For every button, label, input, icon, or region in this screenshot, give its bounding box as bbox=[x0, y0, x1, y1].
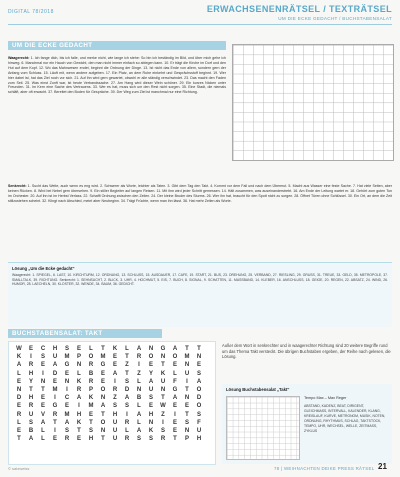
wordsearch-cell[interactable]: W bbox=[16, 346, 22, 353]
wordsearch-cell[interactable]: L bbox=[41, 427, 45, 434]
wordsearch-cell[interactable]: N bbox=[160, 354, 166, 361]
wordsearch-cell[interactable]: H bbox=[88, 436, 94, 443]
crossword-solution-box bbox=[8, 262, 392, 327]
wordsearch-cell[interactable]: R bbox=[16, 411, 22, 418]
crossword-clues-across bbox=[8, 56, 226, 178]
wordsearch-cell[interactable]: E bbox=[76, 436, 81, 443]
wordsearch-cell[interactable]: T bbox=[125, 354, 129, 361]
wordsearch-cell[interactable]: S bbox=[148, 436, 153, 443]
wordsearch-cell[interactable]: S bbox=[64, 427, 69, 434]
wordsearch-cell[interactable]: E bbox=[52, 378, 57, 385]
wordsearch-cell[interactable]: T bbox=[17, 436, 21, 443]
wordsearch-cell[interactable]: L bbox=[17, 370, 21, 377]
wordsearch-cell[interactable]: R bbox=[136, 354, 142, 361]
wordsearch-cell[interactable]: T bbox=[185, 346, 189, 353]
wordsearch-cell[interactable]: B bbox=[28, 427, 34, 434]
wordsearch-cell[interactable]: T bbox=[161, 362, 165, 369]
wordsearch-cell[interactable]: U bbox=[112, 419, 118, 426]
wordsearch-row bbox=[13, 370, 205, 378]
wordsearch-solution-box bbox=[222, 384, 392, 464]
wordsearch-cell[interactable]: K bbox=[160, 370, 166, 377]
wordsearch-cell[interactable]: A bbox=[16, 362, 22, 369]
wordsearch-cell[interactable]: M bbox=[88, 403, 94, 410]
wordsearch-grid[interactable] bbox=[8, 341, 216, 465]
wordsearch-cell[interactable]: R bbox=[124, 436, 130, 443]
wordsearch-row bbox=[13, 419, 205, 427]
wordsearch-cell[interactable]: S bbox=[184, 419, 189, 426]
wordsearch-cell[interactable]: A bbox=[40, 419, 46, 426]
page-number: 21 bbox=[378, 462, 387, 471]
wordsearch-cell[interactable]: S bbox=[88, 427, 93, 434]
wordsearch-cell[interactable]: T bbox=[29, 387, 33, 394]
wordsearch-cell[interactable]: P bbox=[76, 354, 81, 361]
wordsearch-cell[interactable]: I bbox=[66, 387, 68, 394]
wordsearch-cell[interactable]: I bbox=[138, 362, 140, 369]
wordsearch-cell[interactable]: U bbox=[52, 354, 58, 361]
wordsearch-cell[interactable]: Z bbox=[161, 411, 165, 418]
crossword-solution-title: Lösung „Um die Ecke gedacht“ bbox=[12, 266, 75, 271]
wordsearch-cell[interactable]: N bbox=[100, 395, 106, 402]
wordsearch-cell[interactable]: E bbox=[172, 427, 177, 434]
section-title-wordsearch: BUCHSTABENSALAT: TAKT bbox=[8, 329, 162, 338]
crossword-grid[interactable] bbox=[232, 44, 394, 161]
wordsearch-cell[interactable]: I bbox=[54, 395, 56, 402]
wordsearch-cell[interactable]: I bbox=[186, 378, 188, 385]
wordsearch-cell[interactable]: O bbox=[100, 419, 106, 426]
wordsearch-cell[interactable]: E bbox=[16, 427, 21, 434]
wordsearch-cell[interactable]: I bbox=[162, 419, 164, 426]
wordsearch-cell[interactable]: L bbox=[77, 370, 81, 377]
wordsearch-row bbox=[13, 427, 205, 435]
clues-down-label: Senkrecht: bbox=[8, 184, 27, 188]
wordsearch-cell[interactable]: S bbox=[124, 403, 129, 410]
wordsearch-cell[interactable]: N bbox=[184, 427, 190, 434]
wordsearch-cell[interactable]: P bbox=[88, 387, 93, 394]
wordsearch-cell[interactable]: C bbox=[64, 395, 70, 402]
wordsearch-cell[interactable]: B bbox=[88, 370, 94, 377]
wordsearch-cell[interactable]: U bbox=[28, 411, 34, 418]
wordsearch-cell[interactable]: R bbox=[64, 436, 70, 443]
wordsearch-cell[interactable]: H bbox=[76, 411, 82, 418]
wordsearch-cell[interactable]: T bbox=[41, 387, 45, 394]
wordsearch-cell[interactable]: L bbox=[41, 436, 45, 443]
wordsearch-cell[interactable]: U bbox=[160, 378, 166, 385]
wordsearch-cell[interactable]: K bbox=[112, 346, 118, 353]
wordsearch-cell[interactable]: E bbox=[196, 362, 201, 369]
wordsearch-cell[interactable]: I bbox=[54, 427, 56, 434]
wordsearch-cell[interactable]: T bbox=[101, 346, 105, 353]
wordsearch-cell[interactable]: U bbox=[112, 436, 118, 443]
wordsearch-cell[interactable]: E bbox=[172, 419, 177, 426]
wordsearch-cell[interactable]: E bbox=[172, 362, 177, 369]
wordsearch-cell[interactable]: F bbox=[197, 419, 201, 426]
wordsearch-cell[interactable]: N bbox=[196, 354, 202, 361]
wordsearch-cell[interactable]: D bbox=[196, 395, 202, 402]
wordsearch-row bbox=[13, 402, 205, 410]
wordsearch-cell[interactable]: R bbox=[88, 378, 94, 385]
wordsearch-cell[interactable]: L bbox=[173, 370, 177, 377]
wordsearch-cell[interactable]: N bbox=[100, 427, 106, 434]
wordsearch-row bbox=[13, 394, 205, 402]
wordsearch-cell[interactable]: S bbox=[124, 378, 129, 385]
wordsearch-row bbox=[13, 411, 205, 419]
wordsearch-cell[interactable]: O bbox=[100, 387, 106, 394]
wordsearch-cell[interactable]: A bbox=[64, 419, 70, 426]
wordsearch-cell[interactable]: B bbox=[136, 395, 142, 402]
wordsearch-cell[interactable]: A bbox=[112, 370, 118, 377]
wordsearch-cell[interactable]: S bbox=[112, 403, 117, 410]
wordsearch-cell[interactable]: L bbox=[17, 419, 21, 426]
wordsearch-cell[interactable]: K bbox=[76, 419, 82, 426]
wordsearch-cell[interactable]: U bbox=[148, 387, 154, 394]
wordsearch-cell[interactable]: K bbox=[148, 427, 154, 434]
wordsearch-cell[interactable]: M bbox=[100, 354, 106, 361]
wordsearch-cell[interactable]: N bbox=[148, 346, 154, 353]
wordsearch-cell[interactable]: S bbox=[196, 370, 201, 377]
wordsearch-cell[interactable]: S bbox=[28, 419, 33, 426]
wordsearch-cell[interactable]: K bbox=[16, 354, 22, 361]
wordsearch-cell[interactable]: E bbox=[64, 370, 69, 377]
wordsearch-cell[interactable]: Z bbox=[125, 362, 129, 369]
wordsearch-cell[interactable]: N bbox=[184, 395, 190, 402]
wordsearch-cell[interactable]: D bbox=[124, 387, 130, 394]
wordsearch-cell[interactable]: E bbox=[52, 436, 57, 443]
wordsearch-cell[interactable]: A bbox=[100, 403, 106, 410]
wordsearch-cell[interactable]: E bbox=[148, 403, 153, 410]
wordsearch-cell[interactable]: G bbox=[100, 362, 106, 369]
wordsearch-cell[interactable]: R bbox=[28, 362, 34, 369]
wordsearch-cell[interactable]: L bbox=[137, 419, 141, 426]
wordsearch-cell[interactable]: O bbox=[88, 354, 94, 361]
wordsearch-cell[interactable]: I bbox=[126, 411, 128, 418]
wordsearch-cell[interactable]: C bbox=[40, 346, 46, 353]
wordsearch-row bbox=[13, 361, 205, 369]
wordsearch-cell[interactable]: T bbox=[101, 436, 105, 443]
wordsearch-cell[interactable]: A bbox=[136, 411, 142, 418]
wordsearch-cell[interactable]: N bbox=[136, 387, 142, 394]
wordsearch-cell[interactable]: Z bbox=[113, 395, 117, 402]
wordsearch-cell[interactable]: P bbox=[184, 436, 189, 443]
wordsearch-cell[interactable]: T bbox=[173, 436, 177, 443]
wordsearch-cell[interactable]: H bbox=[28, 370, 34, 377]
wordsearch-cell[interactable]: A bbox=[172, 395, 178, 402]
wordsearch-cell[interactable]: D bbox=[52, 370, 58, 377]
wordsearch-cell[interactable]: U bbox=[112, 427, 118, 434]
wordsearch-cell[interactable]: O bbox=[148, 354, 154, 361]
wordsearch-cell[interactable]: E bbox=[88, 411, 93, 418]
wordsearch-cell[interactable]: E bbox=[172, 403, 177, 410]
wordsearch-cell[interactable]: O bbox=[196, 387, 202, 394]
crossword-clues-down bbox=[8, 184, 392, 258]
wordsearch-cell[interactable]: R bbox=[124, 419, 130, 426]
wordsearch-cell[interactable]: E bbox=[76, 346, 81, 353]
wordsearch-cell[interactable]: G bbox=[172, 387, 178, 394]
wordsearch-cell[interactable]: R bbox=[160, 436, 166, 443]
wordsearch-cell[interactable]: E bbox=[16, 378, 21, 385]
wordsearch-cell[interactable]: T bbox=[197, 346, 201, 353]
wordsearch-cell[interactable]: T bbox=[185, 411, 189, 418]
wordsearch-cell[interactable]: H bbox=[148, 411, 154, 418]
wordsearch-intro: Außer dem Wort in senkrechter und in waagerechter Richtung sind 20 weitere Begriffe rund um das Thema Takt versteckt. Die übrigen Buchstaben ergeben, der Reihe nach gelesen, die Lösung. bbox=[222, 343, 391, 359]
wordsearch-cell[interactable]: S bbox=[64, 346, 69, 353]
wordsearch-cell[interactable]: N bbox=[64, 378, 70, 385]
wordsearch-cell[interactable]: E bbox=[40, 395, 45, 402]
wordsearch-cell[interactable]: A bbox=[136, 427, 142, 434]
wordsearch-cell[interactable]: A bbox=[172, 346, 178, 353]
wordsearch-row bbox=[13, 353, 205, 361]
wordsearch-cell[interactable]: U bbox=[184, 370, 190, 377]
wordsearch-cell[interactable]: R bbox=[112, 387, 118, 394]
section-title-crossword: UM DIE ECKE GEDACHT bbox=[8, 41, 226, 50]
wordsearch-cell[interactable]: H bbox=[52, 346, 58, 353]
wordsearch-cell[interactable]: R bbox=[28, 403, 34, 410]
wordsearch-cell[interactable]: E bbox=[112, 362, 117, 369]
wordsearch-cell[interactable]: M bbox=[64, 411, 70, 418]
page-category-title: ERWACHSENENRÄTSEL / TEXTRÄTSEL bbox=[206, 4, 392, 14]
wordsearch-cell[interactable]: I bbox=[30, 354, 32, 361]
page-category-subtitle: UM DIE ECKE GEDACHT / BUCHSTABENSALAT bbox=[278, 16, 392, 21]
wordsearch-cell[interactable]: A bbox=[196, 378, 202, 385]
wordsearch-cell[interactable]: A bbox=[148, 378, 154, 385]
wordsearch-cell[interactable]: S bbox=[136, 436, 141, 443]
wordsearch-solution-thumbnail bbox=[226, 396, 300, 460]
wordsearch-solution-title: Lösung Buchstabensalat „Takt“ bbox=[226, 387, 290, 392]
wordsearch-cell[interactable]: E bbox=[112, 354, 117, 361]
wordsearch-cell[interactable]: L bbox=[137, 378, 141, 385]
wordsearch-cell[interactable]: K bbox=[88, 395, 94, 402]
wordsearch-table bbox=[13, 345, 205, 443]
wordsearch-solution-words: ABSTAND, KADENZ, BEAT, DIRIGENT, GLEICHMASS, INTERVALL, KALENDER, KLANG, KREISLAUF, KURVE, METRONOM, MUSIK, NOTEN, ORDNUNG, RHYTHMUS, SCHLAG, TAKTSTOCK, TEMPO, UHR, WECHSEL, WELLE, ZEITMASS, ZYKLUS bbox=[304, 404, 386, 433]
wordsearch-cell[interactable]: I bbox=[78, 403, 80, 410]
wordsearch-cell[interactable]: U bbox=[196, 427, 202, 434]
wordsearch-cell[interactable]: A bbox=[76, 395, 82, 402]
wordsearch-cell[interactable]: Z bbox=[137, 370, 141, 377]
footer-brand: © satzweiss bbox=[8, 466, 30, 471]
wordsearch-cell[interactable]: A bbox=[124, 395, 130, 402]
wordsearch-cell[interactable]: E bbox=[16, 403, 21, 410]
wordsearch-cell[interactable]: L bbox=[89, 346, 93, 353]
wordsearch-cell[interactable]: O bbox=[172, 354, 178, 361]
wordsearch-cell[interactable]: T bbox=[161, 395, 165, 402]
wordsearch-cell[interactable]: R bbox=[88, 362, 94, 369]
wordsearch-cell[interactable]: M bbox=[52, 387, 58, 394]
wordsearch-cell[interactable]: A bbox=[28, 436, 34, 443]
wordsearch-cell[interactable]: Y bbox=[28, 378, 33, 385]
wordsearch-row bbox=[13, 435, 205, 443]
wordsearch-cell[interactable]: S bbox=[148, 395, 153, 402]
wordsearch-cell[interactable]: L bbox=[125, 427, 129, 434]
wordsearch-cell[interactable]: E bbox=[148, 362, 153, 369]
wordsearch-cell[interactable]: T bbox=[185, 387, 189, 394]
wordsearch-cell[interactable]: N bbox=[160, 387, 166, 394]
wordsearch-cell[interactable]: A bbox=[136, 346, 142, 353]
wordsearch-cell[interactable]: Y bbox=[148, 370, 153, 377]
wordsearch-cell[interactable]: H bbox=[196, 436, 202, 443]
wordsearch-cell[interactable]: R bbox=[76, 387, 82, 394]
wordsearch-row bbox=[13, 345, 205, 353]
wordsearch-cell[interactable]: G bbox=[52, 403, 58, 410]
header-divider bbox=[8, 24, 392, 25]
wordsearch-cell[interactable]: O bbox=[196, 403, 202, 410]
wordsearch-cell[interactable]: M bbox=[64, 354, 70, 361]
wordsearch-cell[interactable]: T bbox=[77, 427, 81, 434]
wordsearch-cell[interactable]: N bbox=[76, 362, 82, 369]
wordsearch-cell[interactable]: E bbox=[40, 362, 45, 369]
wordsearch-cell[interactable]: T bbox=[125, 370, 129, 377]
wordsearch-cell[interactable]: W bbox=[160, 403, 166, 410]
wordsearch-cell[interactable]: E bbox=[184, 403, 189, 410]
clues-down-text: 1. Sucht das Weite, auch wenn es eng wird. 2. Schwerer als Worte, leichter als Taten. 3. Gibt dem Tag den Takt. 4. Kommt vor dem Fall und nach dem Übermut. 5. Macht aus Wasser eine feste Sache. 7. Hat viele Seiten, aber keinen Rücken. 8. Wird bei Nebel gern übersehen. 9. Ein stiller Begleiter auf langen Reisen. 11. Mit ihm wird jeder Schritt gemessen. 14. Hält zusammen, was auseinanderstrebt. 16. Am Ende der Leitung wartet er. 18. Gehört zum guten Ton im Orchester. 20. Auf ihn ist im Herbst Verlass. 22. Schafft Ordnung zwischen den Zeilen. 24. Der kleine Bruder des Sturms. 26. Wer ihn hat, braucht für den Spott nicht zu sorgen. 28. Öffnet Türen ohne Schlüssel. 30. Ein Ort, an dem die Zeit stillzustehen scheint. 32. Klingt nach Abschied, meint aber Neubeginn. 34. Trägt Früchte, wenn man ihn lässt. 36. Hat mehr Zeilen als Worte. bbox=[8, 184, 392, 203]
wordsearch-cell[interactable]: L bbox=[125, 346, 129, 353]
wordsearch-cell[interactable]: S bbox=[40, 354, 45, 361]
wordsearch-cell[interactable]: F bbox=[173, 378, 177, 385]
wordsearch-cell[interactable]: S bbox=[196, 411, 201, 418]
wordsearch-cell[interactable]: L bbox=[137, 403, 141, 410]
wordsearch-cell[interactable]: E bbox=[40, 403, 45, 410]
wordsearch-cell[interactable]: E bbox=[100, 378, 105, 385]
footer-magazine: 78 | WEIHNACHTEN DEIKE PRESS RÄTSEL bbox=[274, 466, 375, 471]
clues-across-text: 1. Ich fange dich, bis ich falle, und merke nicht, wie lange ich stehe: So bin ich beständig im Bild, und über mich gehe ich hinweg. 6. Manchmal nur ein Hauch von Gewicht, den man nicht immer einfach so ablegen kann. 10. Er trägt die Kirche im Dorf und den Hut auf dem Kopf. 12. Wo das Mahnwesen endet, beginnt die Ordnung der Dinge. 13. Ist nicht das Ende von allem, sondern gern der Anfang vom Schluss. 15. Läuft mit, wenn andere aufgeben. 17. Ein Platz, an dem Ruhe einkehrt und Gesprächsstoff beginnt. 19. Wer hier dabei ist, hat das Ziel noch vor sich. 21. Auf ihn wird gern gewartet, obwohl er alle ständig verschwindet. 23. Das macht den Faden zum Seil. 25. Was einst Zunft war, ist heute Verbandssache. 27. Am Hang wird dieser Wein schöner. 29. Ein kurzes Nicken unter Freunden. 31. Im Kern eine Sache des Vertrauens. 33. Wer es hat, muss sich um den Rest nicht sorgen. 35. Eine Stadt, die niemals schläft, aber oft erwacht. 37. Bereitet den Boden für Gespräche. 39. Der Weg zum Ziel ist manchmal nur eine Richtung. bbox=[8, 56, 226, 95]
wordsearch-row bbox=[13, 378, 205, 386]
clues-across-label: Waagerecht: bbox=[8, 56, 30, 60]
wordsearch-cell[interactable]: A bbox=[52, 362, 58, 369]
wordsearch-cell[interactable]: K bbox=[76, 378, 82, 385]
wordsearch-cell[interactable]: E bbox=[100, 370, 105, 377]
wordsearch-cell[interactable]: N bbox=[148, 419, 154, 426]
wordsearch-cell[interactable]: T bbox=[53, 419, 57, 426]
wordsearch-cell[interactable]: N bbox=[16, 387, 22, 394]
wordsearch-cell[interactable]: T bbox=[101, 411, 105, 418]
wordsearch-cell[interactable]: T bbox=[89, 419, 93, 426]
wordsearch-solution-answer: Tempo Max – Max Reger bbox=[304, 396, 347, 400]
wordsearch-cell[interactable]: I bbox=[114, 378, 116, 385]
wordsearch-cell[interactable]: H bbox=[28, 395, 34, 402]
wordsearch-row bbox=[13, 386, 205, 394]
wordsearch-cell[interactable]: E bbox=[28, 346, 33, 353]
wordsearch-cell[interactable]: V bbox=[40, 411, 45, 418]
wordsearch-cell[interactable]: I bbox=[174, 411, 176, 418]
wordsearch-cell[interactable]: M bbox=[184, 354, 190, 361]
wordsearch-cell[interactable]: D bbox=[16, 395, 22, 402]
crossword-solution-text: Waagerecht: 1. SPIEGEL, 6. LAST, 10. KIRCHTURM, 12. ORDNUNG, 13. SCHLUSS, 15. AUSDAUER, 17. CAFE, 19. START, 21. BUS, 23. DREHUNG, 25. VERBAND, 27. RIESLING, 29. GRUSS, 31. TREUE, 33. GELD, 35. METROPOLE, 37. SMALLTALK, 39. RICHTUNG. Senkrecht: 1. SEHNSUCHT, 2. BLICK, 3. UHR, 4. HOCHMUT, 5. EIS, 7. BUCH, 8. SIGNAL, 9. SCHATTEN, 11. MASSBAND, 14. KLEBER, 16. ANSCHLUSS, 18. GEIGE, 20. REGEN, 22. ABSATZ, 24. WIND, 26. HUMOR, 28. LAECHELN, 30. KLOSTER, 32. WENDE, 34. BAUM, 36. GEDICHT. bbox=[12, 273, 388, 287]
wordsearch-cell[interactable]: G bbox=[160, 346, 166, 353]
wordsearch-cell[interactable]: H bbox=[112, 411, 118, 418]
wordsearch-cell[interactable]: N bbox=[184, 362, 190, 369]
wordsearch-cell[interactable]: G bbox=[64, 362, 70, 369]
wordsearch-cell[interactable]: R bbox=[52, 411, 58, 418]
issue-label: DIGITAL 78/2018 bbox=[8, 9, 54, 15]
wordsearch-cell[interactable]: I bbox=[42, 370, 44, 377]
wordsearch-cell[interactable]: S bbox=[160, 427, 165, 434]
wordsearch-cell[interactable]: E bbox=[64, 403, 69, 410]
wordsearch-cell[interactable]: N bbox=[40, 378, 46, 385]
